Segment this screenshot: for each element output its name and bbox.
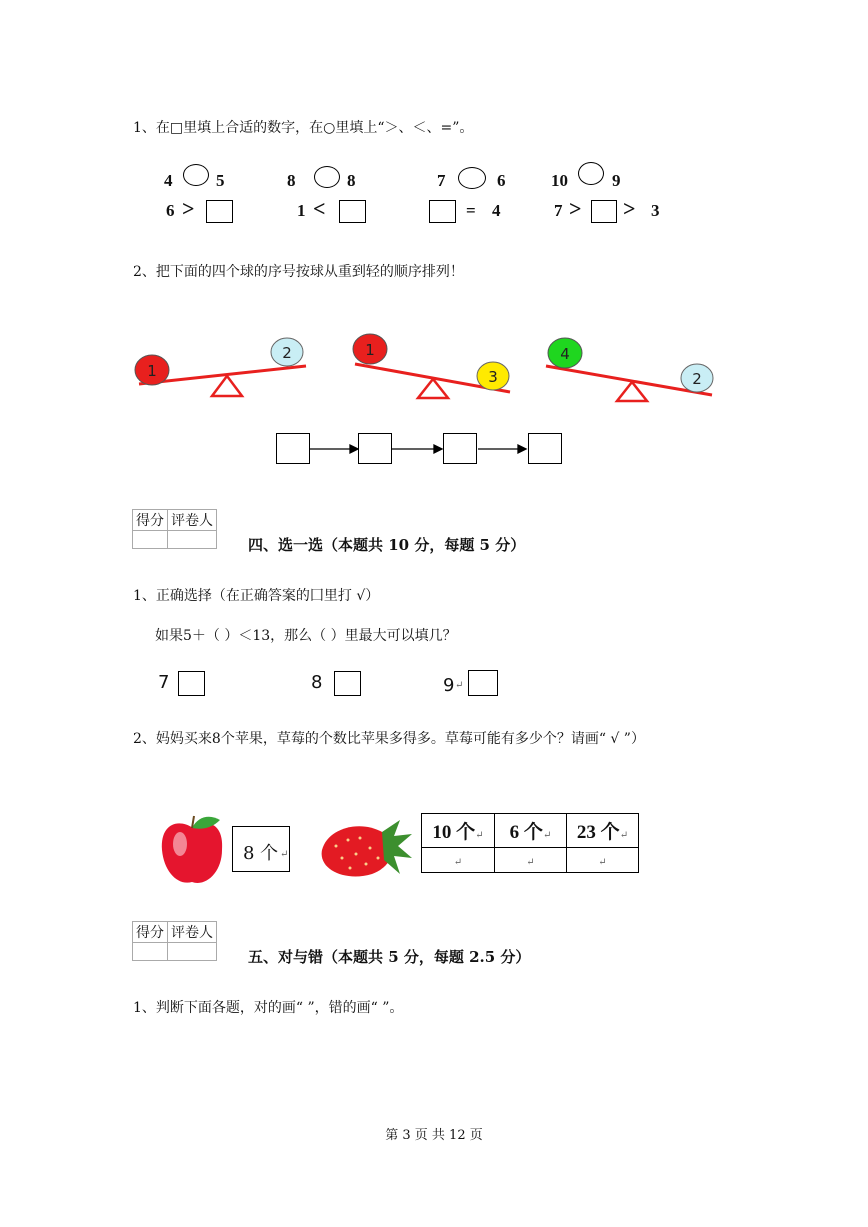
ball-1-label: 1 xyxy=(147,362,157,380)
grader-cell xyxy=(168,943,217,961)
score-table-5 xyxy=(132,921,217,961)
grader-label: 评卷人 xyxy=(168,510,217,531)
order-arrows xyxy=(310,445,526,453)
return-mark: ↵ xyxy=(526,857,535,868)
choice-6-label: 6 个 xyxy=(509,822,543,843)
return-mark: ↵ xyxy=(598,857,607,868)
choice-6-cell xyxy=(495,814,567,848)
section-4-title: 四、选一选（本题共 10 分，每题 5 分） xyxy=(248,536,526,554)
grader-cell xyxy=(168,531,217,549)
score-label: 得分 xyxy=(133,510,168,531)
section-4-q1-sub: 如果5＋（ ）＜13，那么（ ）里最大可以填几？ xyxy=(155,628,457,644)
score-label: 得分 xyxy=(133,922,168,943)
option-9-label: 9 xyxy=(443,675,455,696)
compare-1-left: 4 xyxy=(164,171,173,190)
score-table-4 xyxy=(132,509,217,549)
apple-count-box xyxy=(232,826,290,872)
section-4-q1-text: 1、正确选择（在正确答案的囗里打 √） xyxy=(133,588,380,604)
grader-label: 评卷人 xyxy=(168,922,217,943)
option-9-box[interactable] xyxy=(468,670,498,696)
fill-3-number: 4 xyxy=(492,201,501,220)
seesaw-3-fulcrum xyxy=(617,382,647,401)
section-4-q2-text: 2、妈妈买来8个苹果，草莓的个数比苹果多得多。草莓可能有多少个？请画“ √ ”） xyxy=(133,731,645,747)
seesaw-1 xyxy=(135,338,306,396)
fill-4-number: 7 xyxy=(554,201,563,220)
compare-2-left: 8 xyxy=(287,171,296,190)
page-footer: 第 3 页 共 12 页 xyxy=(385,1128,483,1143)
strawberry-picture xyxy=(316,816,416,886)
question-1-text: 1、在□里填上合适的数字，在○里填上“＞、＜、=”。 xyxy=(133,120,474,136)
ball-2-label: 2 xyxy=(282,344,292,362)
compare-3-left: 7 xyxy=(437,171,446,190)
return-mark: ↵ xyxy=(475,830,484,841)
compare-1-right: 5 xyxy=(216,171,225,190)
fill-3-sign: = xyxy=(466,201,476,220)
seesaw-2 xyxy=(353,334,510,398)
fill-4-sign-2: > xyxy=(623,196,636,221)
option-7-label: 7 xyxy=(158,672,170,693)
compare-4-right: 9 xyxy=(612,171,621,190)
choice-10-label: 10 个 xyxy=(432,822,476,843)
ball-3-label: 1 xyxy=(365,341,375,359)
return-mark: ↵ xyxy=(453,857,463,868)
fill-1-number: 6 xyxy=(166,201,175,220)
ball-6-label: 2 xyxy=(692,370,702,388)
return-mark: ↵ xyxy=(280,849,289,860)
question-2-text: 2、把下面的四个球的序号按球从重到轻的顺序排列！ xyxy=(133,264,464,280)
apple-count-label: 8 个 xyxy=(243,843,279,864)
order-box-3[interactable] xyxy=(443,433,477,464)
apple-picture xyxy=(158,810,228,890)
return-mark: ↵ xyxy=(542,830,552,841)
fill-2-number: 1 xyxy=(297,201,306,220)
section-5-title: 五、对与错（本题共 5 分，每题 2.5 分） xyxy=(248,948,531,966)
return-mark: ↵ xyxy=(619,830,629,841)
choice-23-label: 23 个 xyxy=(576,822,620,843)
fill-4-sign-1: > xyxy=(569,196,582,221)
choice-23-cell xyxy=(567,814,639,848)
fill-4-number-2: 3 xyxy=(651,201,660,220)
ball-5-label: 4 xyxy=(560,345,570,363)
fill-2-sign: < xyxy=(313,196,326,221)
strawberry-choice-table xyxy=(421,813,639,873)
score-cell xyxy=(133,943,168,961)
section-5-q1-text: 1、判断下面各题，对的画“ ”，错的画“ ”。 xyxy=(133,1000,404,1016)
option-8-box[interactable] xyxy=(334,671,361,696)
option-7-box[interactable] xyxy=(178,671,205,696)
choice-10-answer[interactable] xyxy=(422,848,495,873)
option-8-label: 8 xyxy=(311,672,323,693)
ball-4-label: 3 xyxy=(488,368,498,386)
score-cell xyxy=(133,531,168,549)
order-box-4[interactable] xyxy=(528,433,562,464)
return-mark: ↵ xyxy=(455,680,464,691)
choice-23-answer[interactable] xyxy=(567,848,639,873)
order-box-2[interactable] xyxy=(358,433,392,464)
choice-6-answer[interactable] xyxy=(495,848,567,873)
seesaw-illustration xyxy=(0,0,868,500)
seesaw-3 xyxy=(546,338,713,401)
choice-10-cell xyxy=(422,814,495,848)
seesaw-2-fulcrum xyxy=(418,379,448,398)
compare-2-right: 8 xyxy=(347,171,356,190)
order-box-1[interactable] xyxy=(276,433,310,464)
compare-4-left: 10 xyxy=(551,171,568,190)
fill-1-sign: > xyxy=(182,196,195,221)
compare-3-right: 6 xyxy=(497,171,506,190)
seesaw-1-fulcrum xyxy=(212,376,242,396)
